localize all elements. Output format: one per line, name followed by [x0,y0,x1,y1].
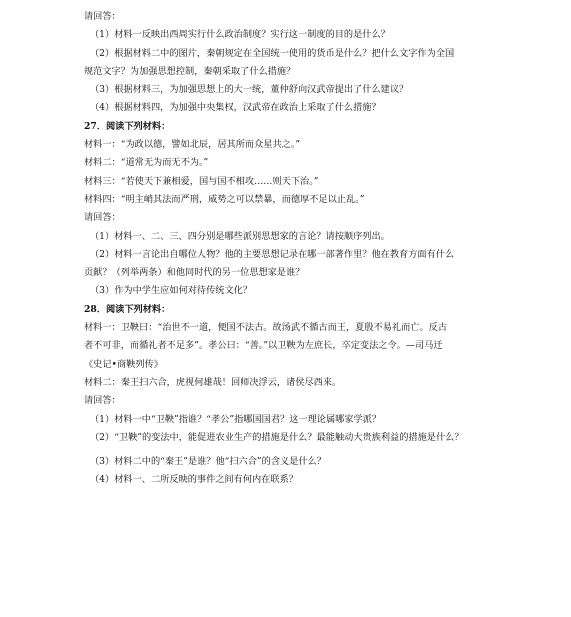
q28-heading: 28．阅读下列材料： [84,303,171,315]
q26-question-3: （3）根据材料三，为加强思想上的大一统，董仲舒向汉武帝提出了什么建议？ [90,84,409,96]
q26-question-1: （1）材料一反映出西周实行什么政治制度？实行这一制度的目的是什么？ [90,29,390,41]
q26-question-2-cont: 规范文字？为加强思想控制，秦朝采取了什么措施？ [84,65,296,77]
q27-material-1: 材料一：“为政以德，譬如北辰，居其所而众星共之。” [84,139,301,151]
q27-heading: 27．阅读下列材料： [84,120,171,132]
answer-prompt: 请回答： [84,212,121,224]
q27-question-1: （1）材料一、二、三、四分别是哪些派别思想家的言论？请按顺序列出。 [90,230,390,242]
document-body [84,8,494,490]
q28-material-2: 材料二：秦王扫六合，虎视何雄哉！回师决浮云，诸侯尽西来。 [84,376,342,388]
q26-question-2: （2）根据材料二中的图片，秦朝规定在全国统一使用的货币是什么？把什么文字作为全国 [90,47,455,59]
q27-material-4: 材料四：“明主峭其法而严刑，威势之可以禁暴，而德厚不足以止乱。” [84,193,365,205]
q27-question-2-cont: 贡献？（列举两条）和他同时代的另一位思想家是谁？ [84,267,305,279]
q27-question-2: （2）材料一言论出自哪位人物？他的主要思想记录在哪一部著作里？他在教育方面有什么 [90,248,455,260]
answer-prompt: 请回答： [84,395,121,407]
q28-question-1: （1）材料一中“卫鞅”指谁？“孝公”指哪国国君？这一理论属哪家学派？ [90,413,382,425]
q28-material-1-source: 《史记•商鞅列传》 [84,358,163,370]
q28-material-1: 材料一：卫鞅曰：“治世不一道，便国不法古。故汤武不循古而王，夏殷不易礼而亡。反古 [84,322,448,334]
q27-material-3: 材料三：“若使天下兼相爱，国与国不相攻……则天下治。” [84,175,319,187]
q28-question-4: （4）材料一、二所反映的事件之间有何内在联系？ [90,474,298,486]
q27-material-2: 材料二：“道常无为而无不为。” [84,157,209,169]
answer-prompt: 请回答： [84,11,121,22]
q28-question-3: （3）材料二中的“秦王”是谁？他“扫六合”的含义是什么？ [90,456,326,468]
q28-question-2: （2）“卫鞅”的变法中，能促进农业生产的措施是什么？最能触动大贵族利益的措施是什么？ [90,431,464,443]
q27-question-3: （3）作为中学生应如何对待传统文化？ [90,285,253,297]
q26-question-4: （4）根据材料四，为加强中央集权，汉武帝在政治上采取了什么措施？ [90,102,381,114]
q28-material-1-cont: 者不可非，而循礼者不足多”。孝公曰：“善。”以卫鞅为左庶长，卒定变法之令。—司马迁 [84,340,443,352]
